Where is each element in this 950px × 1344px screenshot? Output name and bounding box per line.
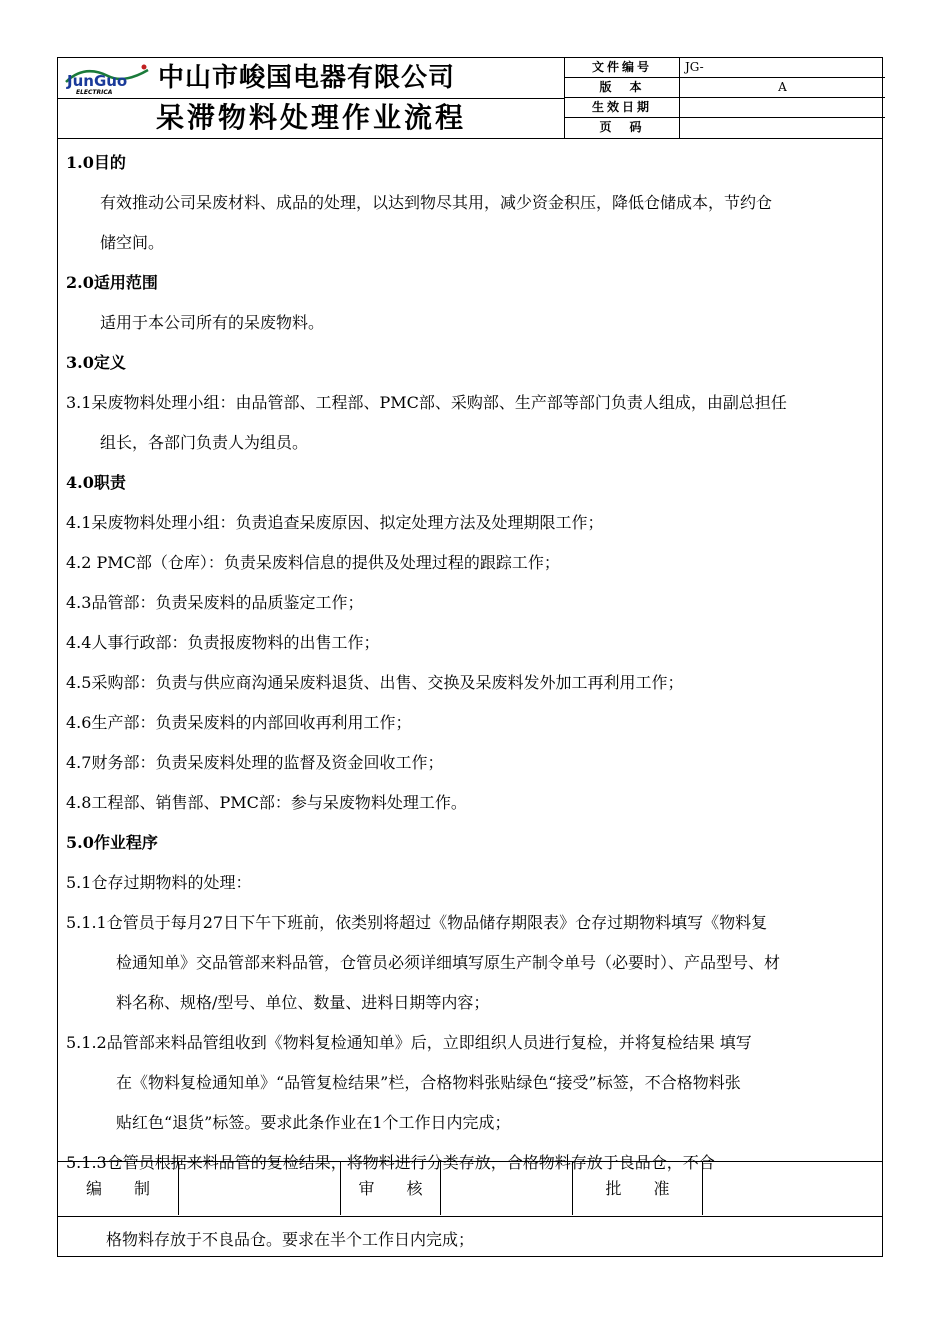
- paragraph-line: 5.1仓存过期物料的处理：: [66, 873, 252, 892]
- document-title: 呆滞物料处理作业流程: [155, 101, 466, 134]
- paragraph-line: 在《物料复检通知单》“品管复检结果”栏，合格物料张贴绿色“接受”标签，不合格物料张: [116, 1073, 741, 1092]
- signature-field-reviewed[interactable]: [441, 1162, 573, 1215]
- continuation-line: 格物料存放于不良品仓。要求在半个工作日内完成；: [106, 1230, 475, 1249]
- meta-value: [685, 98, 880, 118]
- paragraph-line: 4.8工程部、销售部、PMC部：参与呆废物料处理工作。: [66, 793, 467, 812]
- paragraph-line: 5.1.2品管部来料品管组收到《物料复检通知单》后，立即组织人员进行复检，并将复检结果 填写: [66, 1033, 752, 1052]
- paragraph-line: 贴红色“退货”标签。要求此条作业在1个工作日内完成；: [116, 1113, 511, 1132]
- signature-row: [58, 1161, 882, 1217]
- company-row: [58, 58, 564, 99]
- signature-field-prepared[interactable]: [179, 1162, 341, 1215]
- paragraph-line: 检通知单》交品管部来料品管，仓管员必须详细填写原生产制令单号（必要时）、产品型号、材: [116, 953, 781, 972]
- section-heading: 5.0作业程序: [66, 833, 158, 852]
- meta-value: JG-: [685, 60, 704, 74]
- meta-row-version: [565, 78, 885, 98]
- svg-text:JunGuo: JunGuo: [67, 72, 128, 90]
- title-row: [58, 98, 564, 138]
- paragraph-line: 组长，各部门负责人为组员。: [100, 433, 309, 452]
- paragraph-line: 储空间。: [100, 233, 165, 252]
- svg-text:ELECTRICA: ELECTRICA: [76, 89, 113, 96]
- meta-label: 页 码: [565, 118, 680, 138]
- paragraph-line: 料名称、规格/型号、单位、数量、进料日期等内容；: [116, 993, 490, 1012]
- section-heading: 4.0职责: [66, 473, 126, 492]
- paragraph-line: 4.3品管部：负责呆废料的品质鉴定工作；: [66, 593, 364, 612]
- paragraph-line: 5.1.3仓管员根据来料品管的复检结果，将物料进行分类存放，合格物料存放于良品仓，不合: [66, 1153, 715, 1172]
- paragraph-line: 4.2 PMC部（仓库）：负责呆废料信息的提供及处理过程的跟踪工作；: [66, 553, 560, 572]
- paragraph-line: 有效推动公司呆废材料、成品的处理，以达到物尽其用，减少资金积压，降低仓储成本，节约仓: [100, 193, 773, 212]
- paragraph-line: 4.6生产部：负责呆废料的内部回收再利用工作；: [66, 713, 412, 732]
- signature-label-reviewed: 审 核: [341, 1162, 441, 1215]
- paragraph-line: 5.1.1仓管员于每月27日下午下班前，依类别将超过《物品储存期限表》仓存过期物料填写《物料复: [66, 913, 768, 932]
- meta-value: A: [778, 80, 787, 94]
- signature-label-prepared: 编 制: [58, 1162, 179, 1215]
- meta-label: 版 本: [565, 78, 680, 98]
- document-frame: [57, 57, 883, 1257]
- signature-label-approved: 批 准: [573, 1162, 703, 1215]
- meta-row-effective-date: [565, 98, 885, 118]
- document-meta-table: [564, 58, 885, 138]
- paragraph-line: 4.1呆废物料处理小组：负责追查呆废原因、拟定处理方法及处理期限工作；: [66, 513, 604, 532]
- signature-field-approved[interactable]: [703, 1162, 881, 1215]
- paragraph-line: 适用于本公司所有的呆废物料。: [100, 313, 325, 332]
- section-heading: 1.0目的: [66, 153, 126, 172]
- meta-row-doc-number: [565, 58, 885, 78]
- meta-value: [685, 118, 880, 138]
- section-heading: 3.0定义: [66, 353, 126, 372]
- paragraph-line: 4.5采购部：负责与供应商沟通呆废料退货、出售、交换及呆废料发外加工再利用工作；: [66, 673, 684, 692]
- paragraph-line: 4.4人事行政部：负责报废物料的出售工作；: [66, 633, 380, 652]
- document-header: [58, 58, 882, 139]
- meta-row-page-number: [565, 118, 885, 138]
- document-body: [58, 138, 882, 1172]
- paragraph-line: 3.1呆废物料处理小组：由品管部、工程部、PMC部、采购部、生产部等部门负责人组成，由副总担任: [66, 393, 787, 412]
- company-name: 中山市峻国电器有限公司: [158, 63, 456, 93]
- section-heading: 2.0适用范围: [66, 273, 158, 292]
- meta-label: 生效日期: [565, 98, 680, 118]
- meta-label: 文件编号: [565, 58, 680, 78]
- paragraph-line: 4.7财务部：负责呆废料处理的监督及资金回收工作；: [66, 753, 444, 772]
- company-logo: [64, 62, 150, 96]
